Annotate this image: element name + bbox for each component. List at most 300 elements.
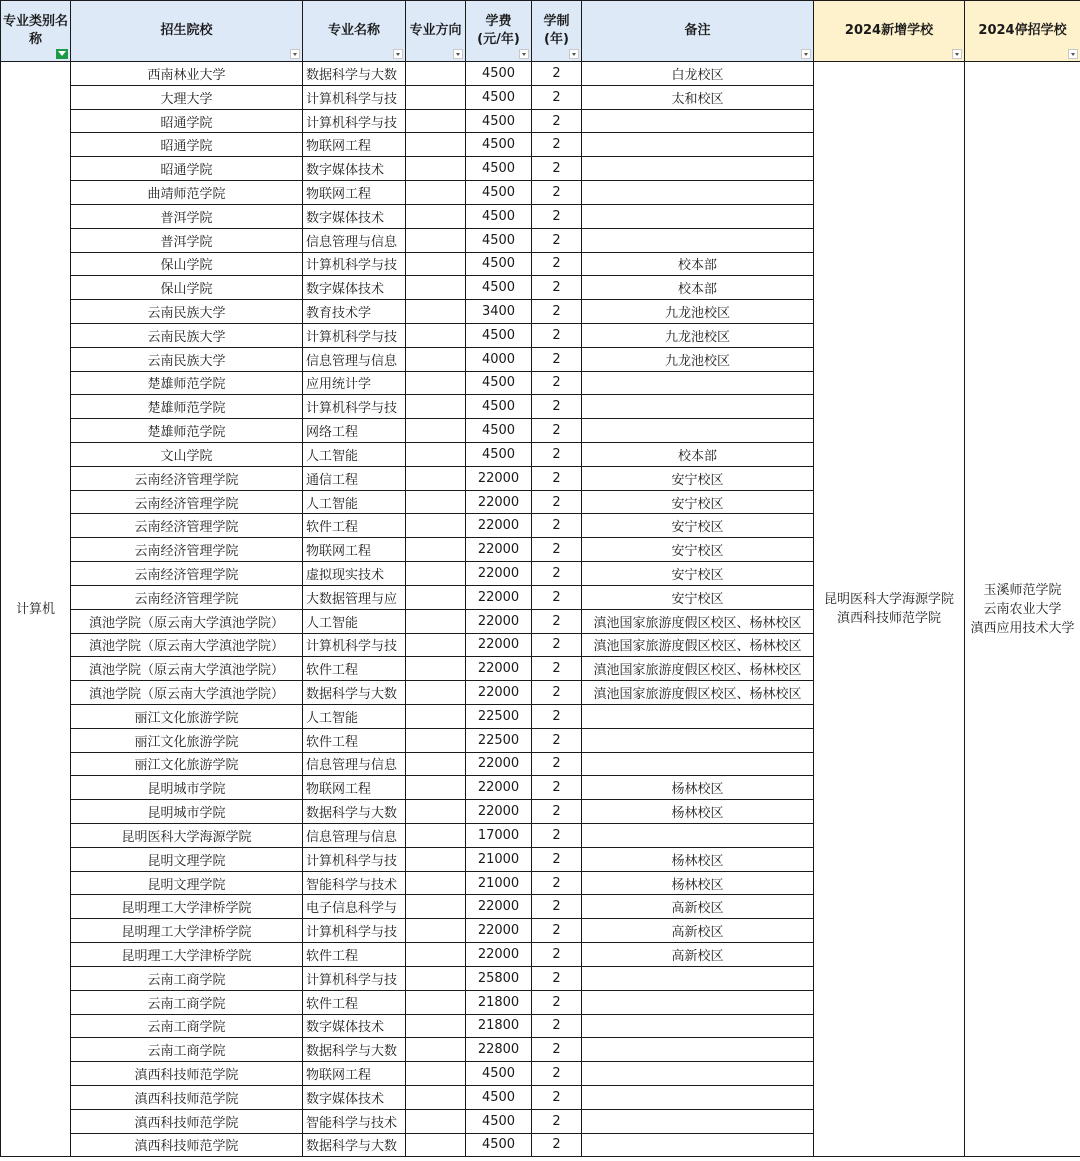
direction-cell[interactable] [406, 990, 466, 1014]
years-cell[interactable]: 2 [532, 157, 582, 181]
fee-cell[interactable]: 22800 [466, 1038, 532, 1062]
note-cell[interactable]: 安宁校区 [582, 585, 814, 609]
fee-cell[interactable]: 4500 [466, 1133, 532, 1157]
fee-cell[interactable]: 4500 [466, 1109, 532, 1133]
direction-cell[interactable] [406, 109, 466, 133]
direction-cell[interactable] [406, 847, 466, 871]
school-cell[interactable]: 云南民族大学 [71, 323, 303, 347]
note-cell[interactable] [582, 990, 814, 1014]
direction-cell[interactable] [406, 514, 466, 538]
years-cell[interactable]: 2 [532, 1085, 582, 1109]
note-cell[interactable] [582, 966, 814, 990]
note-cell[interactable]: 校本部 [582, 276, 814, 300]
note-cell[interactable]: 滇池国家旅游度假区校区、杨林校区 [582, 609, 814, 633]
fee-cell[interactable]: 22000 [466, 895, 532, 919]
direction-cell[interactable] [406, 776, 466, 800]
major-cell[interactable]: 数据科学与大数 [303, 1133, 406, 1157]
years-cell[interactable]: 2 [532, 585, 582, 609]
stopped-schools-cell[interactable]: 玉溪师范学院 云南农业大学 滇西应用技术大学 [965, 62, 1080, 1157]
filter-active-icon[interactable] [56, 49, 68, 59]
fee-cell[interactable]: 4500 [466, 157, 532, 181]
fee-cell[interactable]: 4500 [466, 276, 532, 300]
note-cell[interactable]: 高新校区 [582, 943, 814, 967]
years-cell[interactable]: 2 [532, 681, 582, 705]
major-cell[interactable]: 教育技术学 [303, 300, 406, 324]
major-cell[interactable]: 数字媒体技术 [303, 157, 406, 181]
direction-cell[interactable] [406, 657, 466, 681]
major-cell[interactable]: 网络工程 [303, 419, 406, 443]
major-cell[interactable]: 计算机科学与技 [303, 252, 406, 276]
fee-cell[interactable]: 4500 [466, 62, 532, 86]
header-major: 专业名称 [303, 1, 406, 62]
fee-cell[interactable]: 21800 [466, 1014, 532, 1038]
header-direction: 专业方向 [406, 1, 466, 62]
filter-dropdown-icon[interactable] [453, 49, 463, 59]
direction-cell[interactable] [406, 323, 466, 347]
major-cell[interactable]: 人工智能 [303, 704, 406, 728]
note-cell[interactable]: 安宁校区 [582, 466, 814, 490]
major-cell[interactable]: 计算机科学与技 [303, 966, 406, 990]
note-cell[interactable]: 杨林校区 [582, 847, 814, 871]
direction-cell[interactable] [406, 466, 466, 490]
direction-cell[interactable] [406, 490, 466, 514]
header-years: 学制(年) [532, 1, 582, 62]
school-cell[interactable]: 云南工商学院 [71, 1038, 303, 1062]
direction-cell[interactable] [406, 228, 466, 252]
years-cell[interactable]: 2 [532, 800, 582, 824]
header-category: 专业类别名称 [1, 1, 71, 62]
note-cell[interactable]: 高新校区 [582, 895, 814, 919]
years-cell[interactable]: 2 [532, 943, 582, 967]
filter-dropdown-icon[interactable] [952, 49, 962, 59]
years-cell[interactable]: 2 [532, 609, 582, 633]
direction-cell[interactable] [406, 1038, 466, 1062]
direction-cell[interactable] [406, 966, 466, 990]
years-cell[interactable]: 2 [532, 752, 582, 776]
filter-dropdown-icon[interactable] [519, 49, 529, 59]
school-cell[interactable]: 保山学院 [71, 276, 303, 300]
direction-cell[interactable] [406, 276, 466, 300]
years-cell[interactable]: 2 [532, 466, 582, 490]
note-cell[interactable] [582, 419, 814, 443]
fee-cell[interactable]: 21000 [466, 847, 532, 871]
school-cell[interactable]: 普洱学院 [71, 204, 303, 228]
years-cell[interactable]: 2 [532, 347, 582, 371]
major-cell[interactable]: 软件工程 [303, 657, 406, 681]
school-cell[interactable]: 昭通学院 [71, 133, 303, 157]
header-stopped-2024: 2024停招学校 [965, 1, 1080, 62]
major-cell[interactable]: 信息管理与信息 [303, 347, 406, 371]
fee-cell[interactable]: 22000 [466, 514, 532, 538]
fee-cell[interactable]: 22000 [466, 562, 532, 586]
note-cell[interactable] [582, 1038, 814, 1062]
note-cell[interactable] [582, 371, 814, 395]
note-cell[interactable]: 安宁校区 [582, 514, 814, 538]
years-cell[interactable]: 2 [532, 990, 582, 1014]
fee-cell[interactable]: 21800 [466, 990, 532, 1014]
direction-cell[interactable] [406, 752, 466, 776]
years-cell[interactable]: 2 [532, 300, 582, 324]
direction-cell[interactable] [406, 133, 466, 157]
major-cell[interactable]: 物联网工程 [303, 538, 406, 562]
years-cell[interactable]: 2 [532, 1109, 582, 1133]
table-body [1, 62, 1080, 1157]
direction-cell[interactable] [406, 347, 466, 371]
direction-cell[interactable] [406, 443, 466, 467]
direction-cell[interactable] [406, 895, 466, 919]
years-cell[interactable]: 2 [532, 276, 582, 300]
years-cell[interactable]: 2 [532, 395, 582, 419]
school-cell[interactable]: 丽江文化旅游学院 [71, 704, 303, 728]
note-cell[interactable]: 校本部 [582, 252, 814, 276]
years-cell[interactable]: 2 [532, 323, 582, 347]
years-cell[interactable]: 2 [532, 538, 582, 562]
major-cell[interactable]: 数字媒体技术 [303, 1014, 406, 1038]
fee-cell[interactable]: 22000 [466, 919, 532, 943]
major-cell[interactable]: 信息管理与信息 [303, 752, 406, 776]
major-cell[interactable]: 计算机科学与技 [303, 85, 406, 109]
fee-cell[interactable]: 4500 [466, 443, 532, 467]
filter-dropdown-icon[interactable] [569, 49, 579, 59]
fee-cell[interactable]: 4500 [466, 1085, 532, 1109]
note-cell[interactable]: 安宁校区 [582, 562, 814, 586]
direction-cell[interactable] [406, 824, 466, 848]
direction-cell[interactable] [406, 1062, 466, 1086]
note-cell[interactable] [582, 157, 814, 181]
fee-cell[interactable]: 4500 [466, 395, 532, 419]
header-school: 招生院校 [71, 1, 303, 62]
school-cell[interactable]: 云南民族大学 [71, 347, 303, 371]
note-cell[interactable] [582, 204, 814, 228]
years-cell[interactable]: 2 [532, 1062, 582, 1086]
note-cell[interactable] [582, 752, 814, 776]
direction-cell[interactable] [406, 562, 466, 586]
fee-cell[interactable]: 4500 [466, 85, 532, 109]
major-cell[interactable]: 数据科学与大数 [303, 800, 406, 824]
school-cell[interactable]: 西南林业大学 [71, 62, 303, 86]
filter-dropdown-icon[interactable] [1068, 49, 1078, 59]
note-cell[interactable] [582, 109, 814, 133]
years-cell[interactable]: 2 [532, 85, 582, 109]
school-cell[interactable]: 昆明医科大学海源学院 [71, 824, 303, 848]
school-cell[interactable]: 云南工商学院 [71, 990, 303, 1014]
years-cell[interactable]: 2 [532, 443, 582, 467]
direction-cell[interactable] [406, 300, 466, 324]
major-cell[interactable]: 物联网工程 [303, 133, 406, 157]
school-cell[interactable]: 昆明理工大学津桥学院 [71, 895, 303, 919]
major-cell[interactable]: 计算机科学与技 [303, 919, 406, 943]
years-cell[interactable]: 2 [532, 181, 582, 205]
school-cell[interactable]: 保山学院 [71, 252, 303, 276]
table-row [1, 62, 1080, 86]
direction-cell[interactable] [406, 252, 466, 276]
note-cell[interactable] [582, 1133, 814, 1157]
note-cell[interactable] [582, 228, 814, 252]
note-cell[interactable] [582, 395, 814, 419]
note-cell[interactable]: 安宁校区 [582, 538, 814, 562]
fee-cell[interactable]: 22000 [466, 585, 532, 609]
school-cell[interactable]: 文山学院 [71, 443, 303, 467]
note-cell[interactable]: 高新校区 [582, 919, 814, 943]
direction-cell[interactable] [406, 609, 466, 633]
years-cell[interactable]: 2 [532, 776, 582, 800]
school-cell[interactable]: 昭通学院 [71, 109, 303, 133]
direction-cell[interactable] [406, 633, 466, 657]
major-cell[interactable]: 电子信息科学与 [303, 895, 406, 919]
years-cell[interactable]: 2 [532, 133, 582, 157]
major-cell[interactable]: 信息管理与信息 [303, 228, 406, 252]
note-cell[interactable]: 杨林校区 [582, 776, 814, 800]
years-cell[interactable]: 2 [532, 966, 582, 990]
years-cell[interactable]: 2 [532, 657, 582, 681]
school-cell[interactable]: 滇西科技师范学院 [71, 1109, 303, 1133]
direction-cell[interactable] [406, 1085, 466, 1109]
school-cell[interactable]: 滇池学院（原云南大学滇池学院） [71, 681, 303, 705]
school-cell[interactable]: 楚雄师范学院 [71, 419, 303, 443]
fee-cell[interactable]: 22000 [466, 657, 532, 681]
fee-cell[interactable]: 4500 [466, 1062, 532, 1086]
fee-cell[interactable]: 4500 [466, 252, 532, 276]
years-cell[interactable]: 2 [532, 871, 582, 895]
major-cell[interactable]: 计算机科学与技 [303, 323, 406, 347]
new-schools-cell[interactable]: 昆明医科大学海源学院 滇西科技师范学院 [814, 62, 965, 1157]
fee-cell[interactable]: 17000 [466, 824, 532, 848]
major-cell[interactable]: 虚拟现实技术 [303, 562, 406, 586]
note-cell[interactable]: 太和校区 [582, 85, 814, 109]
major-cell[interactable]: 数字媒体技术 [303, 204, 406, 228]
school-cell[interactable]: 昭通学院 [71, 157, 303, 181]
fee-cell[interactable]: 22500 [466, 728, 532, 752]
direction-cell[interactable] [406, 371, 466, 395]
school-cell[interactable]: 滇西科技师范学院 [71, 1133, 303, 1157]
note-cell[interactable]: 滇池国家旅游度假区校区、杨林校区 [582, 633, 814, 657]
note-cell[interactable] [582, 1062, 814, 1086]
major-cell[interactable]: 计算机科学与技 [303, 395, 406, 419]
note-cell[interactable]: 九龙池校区 [582, 347, 814, 371]
school-cell[interactable]: 云南经济管理学院 [71, 585, 303, 609]
note-cell[interactable]: 九龙池校区 [582, 300, 814, 324]
direction-cell[interactable] [406, 871, 466, 895]
direction-cell[interactable] [406, 85, 466, 109]
years-cell[interactable]: 2 [532, 1038, 582, 1062]
major-cell[interactable]: 数据科学与大数 [303, 681, 406, 705]
years-cell[interactable]: 2 [532, 704, 582, 728]
major-cell[interactable]: 大数据管理与应 [303, 585, 406, 609]
school-cell[interactable]: 云南经济管理学院 [71, 466, 303, 490]
major-cell[interactable]: 应用统计学 [303, 371, 406, 395]
years-cell[interactable]: 2 [532, 514, 582, 538]
school-cell[interactable]: 楚雄师范学院 [71, 371, 303, 395]
fee-cell[interactable]: 22000 [466, 538, 532, 562]
school-cell[interactable]: 曲靖师范学院 [71, 181, 303, 205]
fee-cell[interactable]: 4000 [466, 347, 532, 371]
note-cell[interactable] [582, 728, 814, 752]
years-cell[interactable]: 2 [532, 204, 582, 228]
note-cell[interactable] [582, 133, 814, 157]
fee-cell[interactable]: 22000 [466, 609, 532, 633]
major-cell[interactable]: 物联网工程 [303, 1062, 406, 1086]
school-cell[interactable]: 滇西科技师范学院 [71, 1062, 303, 1086]
major-cell[interactable]: 数据科学与大数 [303, 62, 406, 86]
direction-cell[interactable] [406, 395, 466, 419]
direction-cell[interactable] [406, 919, 466, 943]
major-cell[interactable]: 物联网工程 [303, 181, 406, 205]
years-cell[interactable]: 2 [532, 62, 582, 86]
note-cell[interactable] [582, 181, 814, 205]
years-cell[interactable]: 2 [532, 895, 582, 919]
direction-cell[interactable] [406, 62, 466, 86]
fee-cell[interactable]: 22000 [466, 752, 532, 776]
major-cell[interactable]: 数字媒体技术 [303, 1085, 406, 1109]
direction-cell[interactable] [406, 704, 466, 728]
fee-cell[interactable]: 4500 [466, 204, 532, 228]
major-cell[interactable]: 软件工程 [303, 943, 406, 967]
note-cell[interactable] [582, 824, 814, 848]
direction-cell[interactable] [406, 728, 466, 752]
major-cell[interactable]: 通信工程 [303, 466, 406, 490]
direction-cell[interactable] [406, 419, 466, 443]
school-cell[interactable]: 云南工商学院 [71, 1014, 303, 1038]
fee-cell[interactable]: 22500 [466, 704, 532, 728]
major-cell[interactable]: 软件工程 [303, 514, 406, 538]
major-cell[interactable]: 人工智能 [303, 609, 406, 633]
years-cell[interactable]: 2 [532, 490, 582, 514]
major-cell[interactable]: 计算机科学与技 [303, 847, 406, 871]
fee-cell[interactable]: 4500 [466, 109, 532, 133]
note-cell[interactable]: 校本部 [582, 443, 814, 467]
direction-cell[interactable] [406, 585, 466, 609]
direction-cell[interactable] [406, 800, 466, 824]
major-cell[interactable]: 信息管理与信息 [303, 824, 406, 848]
school-cell[interactable]: 昆明城市学院 [71, 776, 303, 800]
years-cell[interactable]: 2 [532, 371, 582, 395]
direction-cell[interactable] [406, 181, 466, 205]
years-cell[interactable]: 2 [532, 847, 582, 871]
fee-cell[interactable]: 4500 [466, 181, 532, 205]
school-cell[interactable]: 昆明理工大学津桥学院 [71, 943, 303, 967]
major-cell[interactable]: 智能科学与技术 [303, 871, 406, 895]
direction-cell[interactable] [406, 157, 466, 181]
years-cell[interactable]: 2 [532, 1014, 582, 1038]
fee-cell[interactable]: 25800 [466, 966, 532, 990]
note-cell[interactable]: 白龙校区 [582, 62, 814, 86]
direction-cell[interactable] [406, 538, 466, 562]
years-cell[interactable]: 2 [532, 824, 582, 848]
note-cell[interactable]: 滇池国家旅游度假区校区、杨林校区 [582, 681, 814, 705]
fee-cell[interactable]: 22000 [466, 800, 532, 824]
major-cell[interactable]: 物联网工程 [303, 776, 406, 800]
school-cell[interactable]: 昆明文理学院 [71, 847, 303, 871]
fee-cell[interactable]: 22000 [466, 490, 532, 514]
filter-dropdown-icon[interactable] [393, 49, 403, 59]
fee-cell[interactable]: 22000 [466, 943, 532, 967]
school-cell[interactable]: 昆明城市学院 [71, 800, 303, 824]
school-cell[interactable]: 滇西科技师范学院 [71, 1085, 303, 1109]
fee-cell[interactable]: 4500 [466, 228, 532, 252]
years-cell[interactable]: 2 [532, 109, 582, 133]
school-cell[interactable]: 云南民族大学 [71, 300, 303, 324]
major-cell[interactable]: 软件工程 [303, 728, 406, 752]
fee-cell[interactable]: 3400 [466, 300, 532, 324]
fee-cell[interactable]: 4500 [466, 371, 532, 395]
direction-cell[interactable] [406, 1109, 466, 1133]
years-cell[interactable]: 2 [532, 728, 582, 752]
fee-cell[interactable]: 22000 [466, 633, 532, 657]
school-cell[interactable]: 滇池学院（原云南大学滇池学院） [71, 633, 303, 657]
years-cell[interactable]: 2 [532, 562, 582, 586]
header-fee: 学费(元/年) [466, 1, 532, 62]
school-cell[interactable]: 昆明文理学院 [71, 871, 303, 895]
fee-cell[interactable]: 4500 [466, 323, 532, 347]
major-cell[interactable]: 人工智能 [303, 443, 406, 467]
school-cell[interactable]: 丽江文化旅游学院 [71, 752, 303, 776]
fee-cell[interactable]: 22000 [466, 776, 532, 800]
school-cell[interactable]: 云南工商学院 [71, 966, 303, 990]
major-cell[interactable]: 数字媒体技术 [303, 276, 406, 300]
note-cell[interactable] [582, 1014, 814, 1038]
note-cell[interactable] [582, 1109, 814, 1133]
major-cell[interactable]: 计算机科学与技 [303, 633, 406, 657]
fee-cell[interactable]: 22000 [466, 681, 532, 705]
school-cell[interactable]: 大理大学 [71, 85, 303, 109]
school-cell[interactable]: 滇池学院（原云南大学滇池学院） [71, 657, 303, 681]
school-cell[interactable]: 云南经济管理学院 [71, 562, 303, 586]
school-cell[interactable]: 云南经济管理学院 [71, 490, 303, 514]
note-cell[interactable]: 滇池国家旅游度假区校区、杨林校区 [582, 657, 814, 681]
direction-cell[interactable] [406, 681, 466, 705]
school-cell[interactable]: 云南经济管理学院 [71, 514, 303, 538]
years-cell[interactable]: 2 [532, 633, 582, 657]
direction-cell[interactable] [406, 204, 466, 228]
major-cell[interactable]: 计算机科学与技 [303, 109, 406, 133]
filter-dropdown-icon[interactable] [801, 49, 811, 59]
fee-cell[interactable]: 22000 [466, 466, 532, 490]
school-cell[interactable]: 滇池学院（原云南大学滇池学院） [71, 609, 303, 633]
direction-cell[interactable] [406, 1014, 466, 1038]
school-cell[interactable]: 普洱学院 [71, 228, 303, 252]
years-cell[interactable]: 2 [532, 252, 582, 276]
major-cell[interactable]: 智能科学与技术 [303, 1109, 406, 1133]
header-new-2024: 2024新增学校 [814, 1, 965, 62]
years-cell[interactable]: 2 [532, 919, 582, 943]
fee-cell[interactable]: 21000 [466, 871, 532, 895]
header-row [1, 1, 1080, 62]
major-cell[interactable]: 软件工程 [303, 990, 406, 1014]
school-cell[interactable]: 云南经济管理学院 [71, 538, 303, 562]
major-cell[interactable]: 人工智能 [303, 490, 406, 514]
filter-dropdown-icon[interactable] [290, 49, 300, 59]
fee-cell[interactable]: 4500 [466, 419, 532, 443]
header-note: 备注 [582, 1, 814, 62]
note-cell[interactable] [582, 1085, 814, 1109]
school-cell[interactable]: 楚雄师范学院 [71, 395, 303, 419]
direction-cell[interactable] [406, 943, 466, 967]
years-cell[interactable]: 2 [532, 419, 582, 443]
note-cell[interactable]: 九龙池校区 [582, 323, 814, 347]
school-cell[interactable]: 丽江文化旅游学院 [71, 728, 303, 752]
category-cell[interactable]: 计算机 [1, 62, 71, 1157]
years-cell[interactable]: 2 [532, 1133, 582, 1157]
note-cell[interactable] [582, 704, 814, 728]
school-cell[interactable]: 昆明理工大学津桥学院 [71, 919, 303, 943]
major-cell[interactable]: 数据科学与大数 [303, 1038, 406, 1062]
note-cell[interactable]: 杨林校区 [582, 871, 814, 895]
note-cell[interactable]: 杨林校区 [582, 800, 814, 824]
direction-cell[interactable] [406, 1133, 466, 1157]
years-cell[interactable]: 2 [532, 228, 582, 252]
fee-cell[interactable]: 4500 [466, 133, 532, 157]
note-cell[interactable]: 安宁校区 [582, 490, 814, 514]
